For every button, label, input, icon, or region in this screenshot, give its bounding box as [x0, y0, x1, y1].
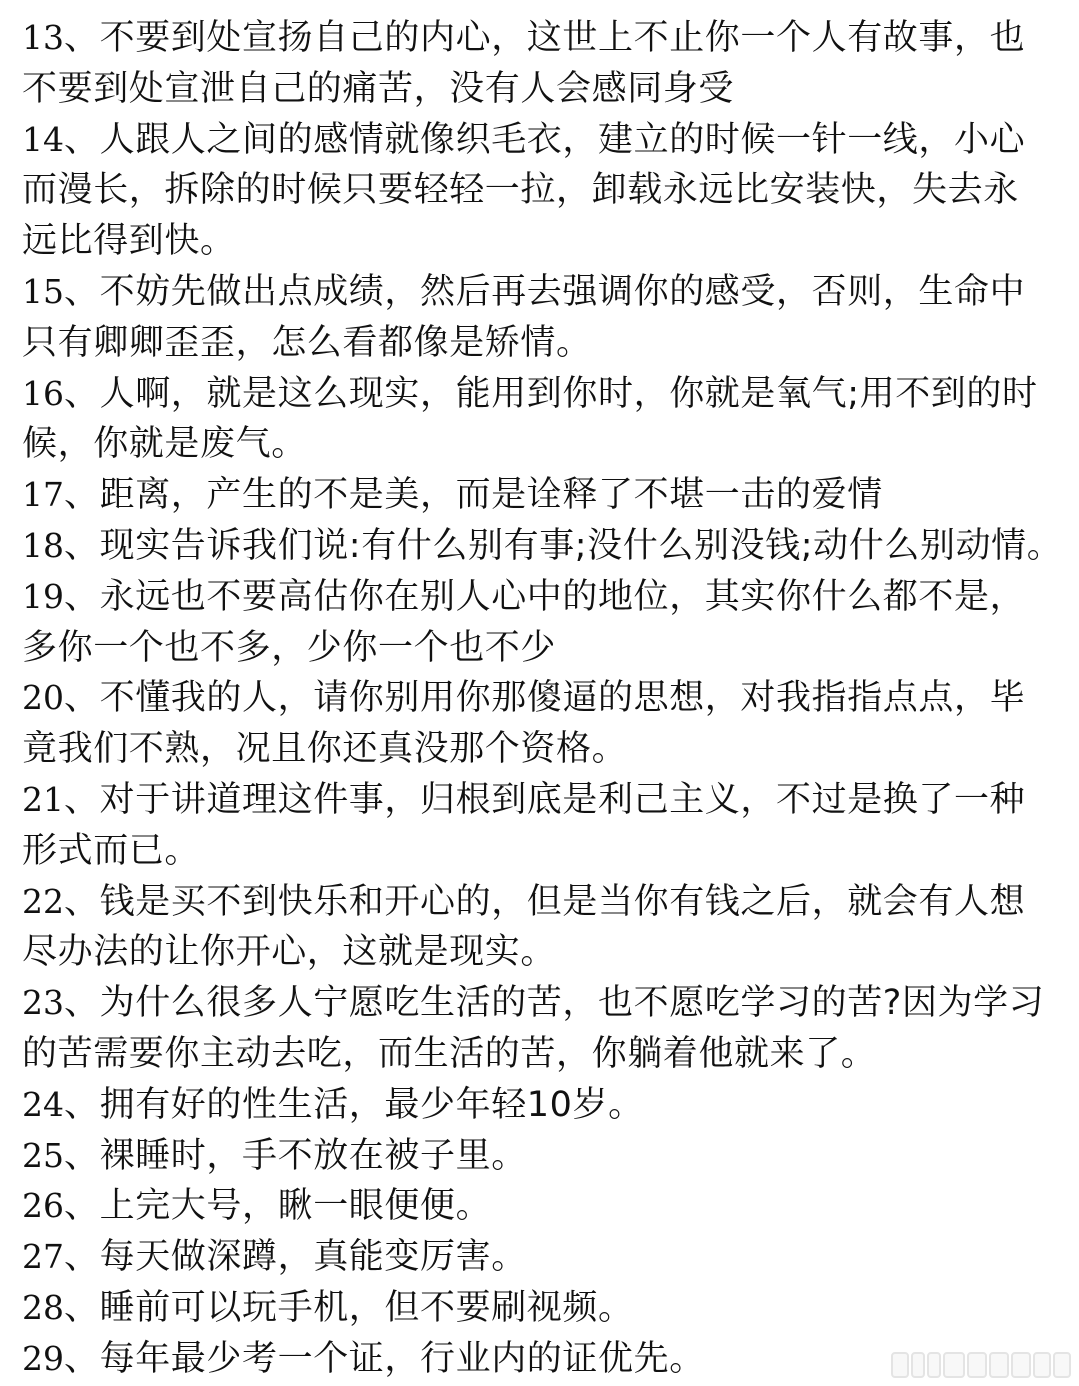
list-item — [22, 1283, 1052, 1334]
list-item — [22, 521, 1063, 572]
item-text: 、裸睡时，手不放在被子里。 — [64, 1135, 527, 1176]
text-line: 不要到处宣泄自己的痛苦，没有人会感同身受 — [22, 68, 735, 109]
item-number: 15 — [22, 271, 64, 311]
list-item — [22, 1232, 1052, 1283]
item-text: 、每年最少考一个证，行业内的证优先。 — [64, 1338, 705, 1379]
watermark-mark — [891, 1352, 909, 1378]
text-line — [22, 1131, 1052, 1182]
item-number: 18 — [22, 525, 64, 565]
list-item — [22, 1080, 1052, 1131]
item-text: 、不要到处宣扬自己的内心，这世上不止你一个人有故事，也 — [64, 18, 1026, 58]
text-line — [22, 1080, 1052, 1131]
item-text: 、永远也不要高估你在别人心中的地位，其实你什么都不是， — [64, 576, 1026, 617]
text-line: 而漫长，拆除的时候只要轻轻一拉，卸载永远比安装快，失去永 — [22, 170, 1019, 211]
text-line — [22, 369, 1052, 420]
item-number: 27 — [22, 1237, 64, 1277]
watermark-mark — [1033, 1352, 1051, 1378]
item-text: 、为什么很多人宁愿吃生活的苦，也不愿吃学习的苦?因为学习 — [64, 983, 1045, 1024]
item-number: 20 — [22, 678, 64, 718]
item-number: 22 — [22, 881, 64, 921]
item-text: 、人啊，就是这么现实，能用到你时，你就是氧气;用不到的时 — [64, 373, 1038, 414]
item-text: 、拥有好的性生活，最少年轻10岁。 — [64, 1084, 644, 1125]
text-line — [22, 13, 1052, 64]
item-number: 19 — [22, 576, 64, 616]
text-line: 形式而已。 — [22, 830, 201, 871]
watermark-mark — [1053, 1352, 1071, 1378]
text-line: 远比得到快。 — [22, 221, 236, 262]
text-line — [22, 673, 1052, 724]
list-item — [22, 267, 1052, 369]
list-item — [22, 115, 1052, 267]
item-text: 、不懂我的人，请你别用你那傻逼的思想，对我指指点点，毕 — [64, 678, 1026, 719]
watermark-mark — [1011, 1352, 1031, 1378]
item-text: 、上完大号，瞅一眼便便。 — [64, 1186, 492, 1227]
text-line — [22, 877, 1052, 928]
item-number: 23 — [22, 983, 64, 1023]
text-line — [22, 521, 1063, 572]
watermark-mark — [989, 1352, 1009, 1378]
text-line: 竟我们不熟，况且你还真没那个资格。 — [22, 729, 628, 770]
list-item — [22, 369, 1052, 471]
watermark-mark — [967, 1352, 987, 1378]
list-item — [22, 775, 1052, 877]
text-line — [22, 978, 1052, 1029]
list-item — [22, 1181, 1052, 1232]
text-line — [22, 1283, 1052, 1334]
list-item — [22, 1131, 1052, 1182]
watermark-mark — [927, 1352, 941, 1378]
text-line — [22, 1181, 1052, 1232]
watermark-logo — [891, 1352, 1071, 1378]
text-line — [22, 1232, 1052, 1283]
list-item — [22, 470, 1052, 521]
list-item — [22, 978, 1052, 1080]
article-body — [22, 13, 1063, 1385]
list-item — [22, 877, 1052, 979]
list-item — [22, 673, 1052, 775]
item-number: 29 — [22, 1338, 64, 1378]
item-text: 、每天做深蹲，真能变厉害。 — [64, 1237, 527, 1278]
item-text: 、距离，产生的不是美，而是诠释了不堪一击的爱情 — [64, 475, 883, 516]
text-line: 只有卿卿歪歪，怎么看都像是矫情。 — [22, 322, 592, 363]
text-line — [22, 115, 1052, 166]
item-text: 、睡前可以玩手机，但不要刷视频。 — [64, 1287, 634, 1328]
text-line — [22, 775, 1052, 826]
item-text: 、钱是买不到快乐和开心的，但是当你有钱之后，就会有人想 — [64, 881, 1026, 922]
item-text: 、现实告诉我们说:有什么别有事;没什么别没钱;动什么别动情。 — [64, 525, 1063, 566]
watermark-mark — [911, 1352, 925, 1378]
text-line: 的苦需要你主动去吃，而生活的苦，你躺着他就来了。 — [22, 1033, 877, 1074]
watermark-mark — [943, 1352, 965, 1378]
item-number: 21 — [22, 779, 64, 819]
item-text: 、对于讲道理这件事，归根到底是利己主义，不过是换了一种 — [64, 779, 1026, 820]
text-line — [22, 470, 1052, 521]
item-number: 28 — [22, 1287, 64, 1327]
item-number: 14 — [22, 119, 64, 159]
item-number: 25 — [22, 1135, 64, 1175]
list-item — [22, 572, 1052, 674]
text-line — [22, 267, 1052, 318]
text-line — [22, 572, 1052, 623]
text-line: 多你一个也不多，少你一个也不少 — [22, 627, 557, 668]
item-number: 17 — [22, 475, 64, 515]
item-number: 16 — [22, 373, 64, 413]
text-line: 尽办法的让你开心，这就是现实。 — [22, 932, 557, 973]
item-number: 24 — [22, 1084, 64, 1124]
item-number: 13 — [22, 18, 64, 57]
item-number: 26 — [22, 1186, 64, 1226]
item-text: 、不妨先做出点成绩，然后再去强调你的感受，否则，生命中 — [64, 271, 1026, 312]
text-line: 候，你就是废气。 — [22, 424, 307, 465]
item-text: 、人跟人之间的感情就像织毛衣，建立的时候一针一线，小心 — [64, 119, 1026, 160]
list-item — [22, 13, 1052, 115]
